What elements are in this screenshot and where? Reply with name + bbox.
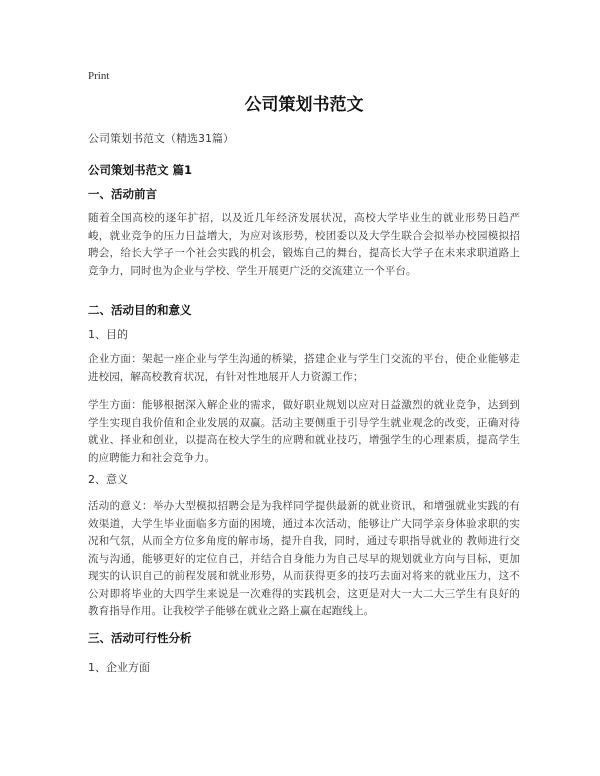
section3-sub1: 1、企业方面 bbox=[88, 661, 150, 674]
section2-para-student: 学生方面：能够根据深入解企业的需求，做好职业规划以应对日益激烈的就业竞争，达到到学生实现自我价值和企业发展的双赢。活动主要侧重于引导学生就业观念的改变，正确对待就业、择业和创业，以提高在校大学生的应聘和就业技巧，增强学生的心理素质，提高学生的应聘能力和社会竞争力。 bbox=[88, 399, 520, 464]
section1-heading: 一、活动前言 bbox=[88, 187, 157, 201]
section2-heading: 二、活动目的和意义 bbox=[88, 303, 192, 317]
section1-paragraph: 随着全国高校的逐年扩招，以及近几年经济发展状况，高校大学毕业生的就业形势日趋严峻，就业竞争的压力日益增大，为应对该形势，校团委以及大学生联合会拟举办校园模拟招聘会，给长大学子一个社会实践的机会，锻炼自己的舞台，提高长大学子在未来求职道路上竞争力，同时也为企业与学校、学生开展更广泛的交流建立一个平台。 bbox=[88, 212, 520, 277]
section3-heading: 三、活动可行性分析 bbox=[88, 631, 192, 645]
document-subtitle: 公司策划书范文（精选31篇） bbox=[88, 132, 234, 145]
section2-sub1: 1、目的 bbox=[88, 328, 128, 341]
print-link[interactable]: Print bbox=[88, 70, 110, 82]
section2-para-enterprise: 企业方面：架起一座企业与学生沟通的桥梁，搭建企业与学生门交流的平台，使企业能够走进校园，解高校教育状况，有针对性地展开人力资源工作； bbox=[88, 353, 520, 383]
section2-sub2: 2、意义 bbox=[88, 473, 128, 486]
document-title: 公司策划书范文 bbox=[244, 95, 364, 115]
section2-para-meaning: 活动的意义：举办大型模拟招聘会是为我样同学提供最新的就业资讯，和增强就业实践的有效渠道，大学生毕业面临多方面的困境，通过本次活动，能够让广大同学亲身体验求职的实况和气氛，从而全方位多角度的解市场，提升自我，同时，通过专职指导就业的 教师进行交流与沟通，能够更好的定位自己，并结合自身能力为自己尽早的规划就业方向与目标，更加现实的认识自己的前程发展和就业形势，从而获得更多的技巧去面对将来的就业压力，这不公对即将毕业的大四学生来说是一次难得的实践机会，这更是对大一大二大三学生有良好的教育指导作用。让我校学子能够在就业之路上赢在起跑线上。 bbox=[88, 500, 520, 617]
chapter-title: 公司策划书范文 篇1 bbox=[88, 163, 193, 177]
